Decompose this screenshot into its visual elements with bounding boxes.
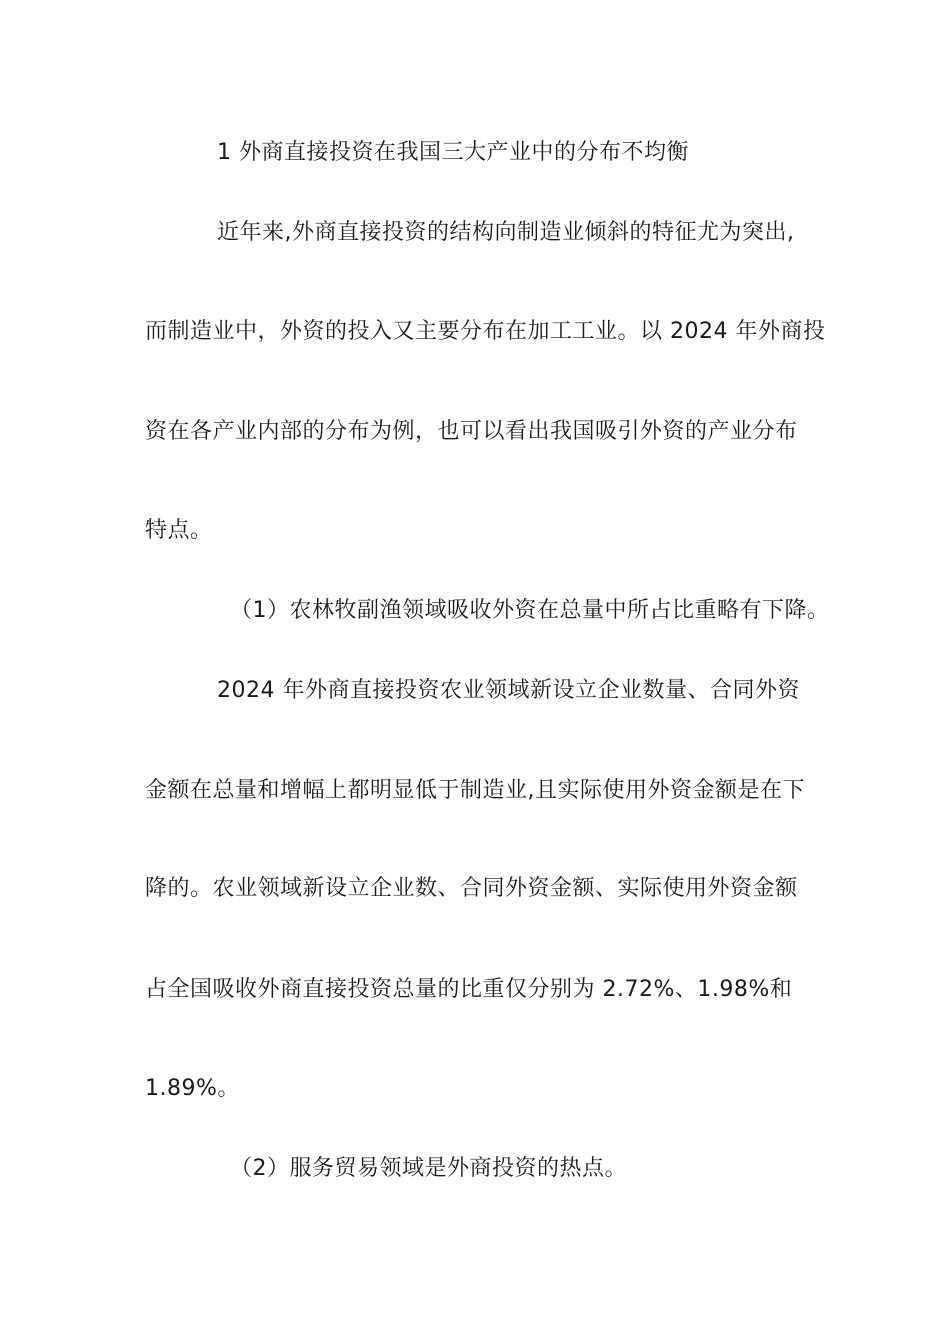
paragraph-line: 而制造业中，外资的投入又主要分布在加工工业。以 2024 年外商投	[145, 319, 826, 344]
section-heading: 1 外商直接投资在我国三大产业中的分布不均衡	[217, 140, 689, 165]
paragraph-line: 资在各产业内部的分布为例，也可以看出我国吸引外资的产业分布	[145, 419, 798, 444]
paragraph-line: 降的。农业领域新设立企业数、合同外资金额、实际使用外资金额	[145, 876, 798, 901]
subheading-agriculture: （1）农林牧副渔领域吸收外资在总量中所占比重略有下降。	[230, 598, 830, 623]
paragraph-line: 近年来,外商直接投资的结构向制造业倾斜的特征尤为突出,	[217, 220, 795, 245]
paragraph-line: 占全国吸收外商直接投资总量的比重仅分别为 2.72%、1.98%和	[145, 977, 793, 1002]
paragraph-line: 金额在总量和增幅上都明显低于制造业,且实际使用外资金额是在下	[145, 778, 805, 803]
paragraph-line: 1.89%。	[145, 1076, 240, 1101]
subheading-services: （2）服务贸易领域是外商投资的热点。	[230, 1156, 627, 1181]
paragraph-line: 特点。	[145, 518, 213, 543]
paragraph-line: 2024 年外商直接投资农业领域新设立企业数量、合同外资	[217, 678, 800, 703]
